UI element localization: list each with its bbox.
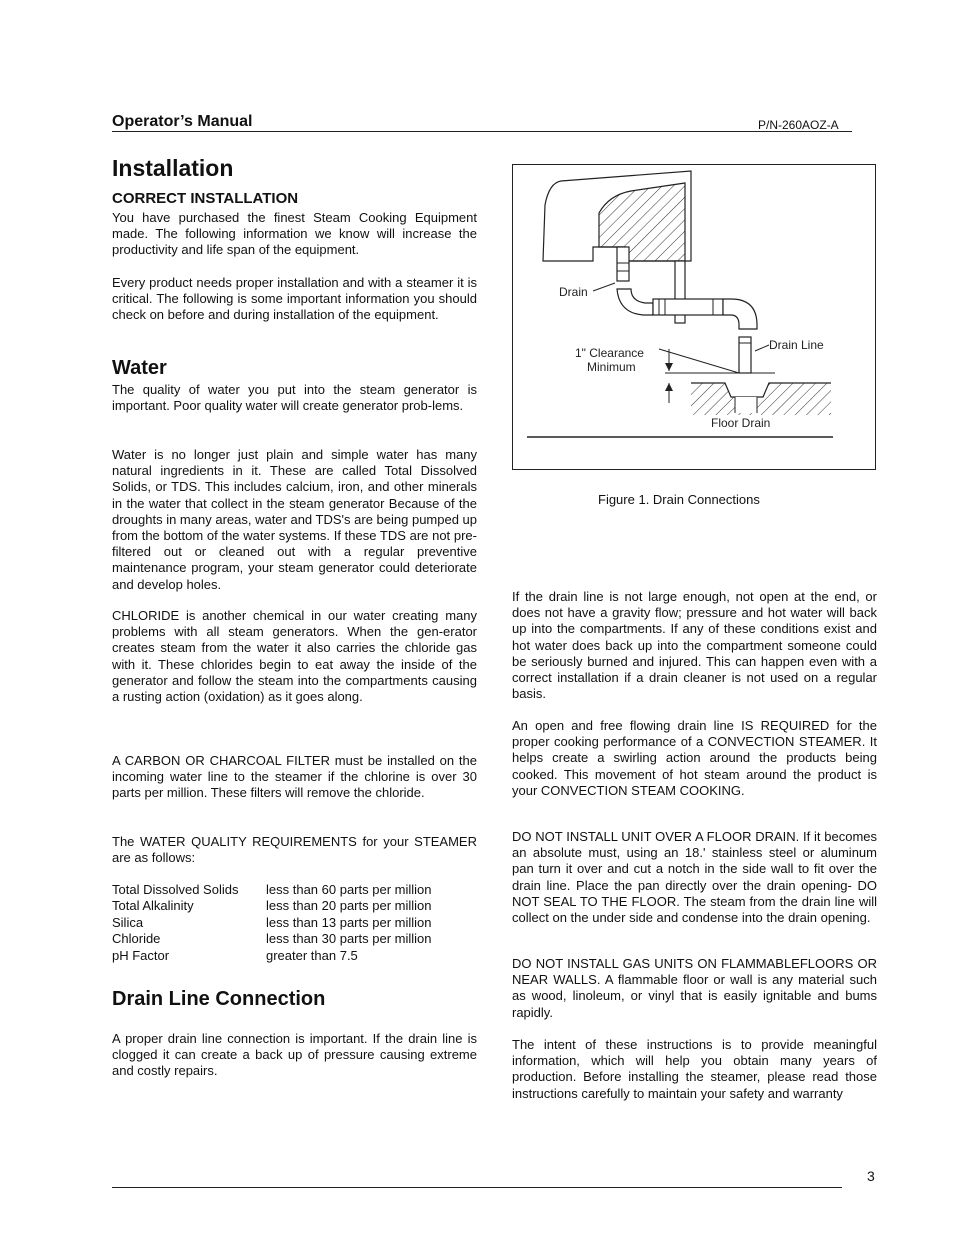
- clearance-minimum-label: Minimum: [587, 360, 636, 374]
- requirement-row: [112, 882, 477, 898]
- floor-drain-label: Floor Drain: [711, 416, 771, 430]
- requirement-name: Chloride: [112, 931, 161, 947]
- requirement-row: [112, 898, 477, 914]
- cabinet-section: [599, 183, 685, 261]
- water-requirements-table: [112, 882, 477, 964]
- drain-elbow: [617, 289, 653, 315]
- page-number: 3: [867, 1168, 875, 1184]
- flammable-floor-paragraph: DO NOT INSTALL GAS UNITS ON FLAMMABLEFLOORS OR NEAR WALLS. A flammable floor or wall is any material such as wood, linoleum, or vinyl that is easily ignitable and bums rapidly.: [512, 956, 877, 1020]
- requirement-row: [112, 931, 477, 947]
- drain-label: Drain: [559, 285, 588, 299]
- requirement-value: less than 30 parts per million: [266, 931, 432, 947]
- requirement-value: greater than 7.5: [266, 947, 358, 963]
- drain-line-pipe: [739, 337, 751, 373]
- requirement-row: [112, 948, 477, 964]
- requirement-name: Silica: [112, 914, 144, 930]
- page-title: Installation: [112, 155, 234, 181]
- installation-paragraph: Every product needs proper installation and with a steamer it is critical. The following is some important information you should check on before and during installation of the equipment.: [112, 275, 477, 323]
- floor-section: [691, 383, 831, 415]
- requirement-name: Total Dissolved Solids: [112, 882, 239, 897]
- header-divider: [112, 131, 852, 132]
- requirement-name: Total Alkalinity: [112, 898, 194, 914]
- water-paragraph-1: The quality of water you put into the steam generator is important. Poor quality water will create generator prob-lems.: [112, 382, 477, 414]
- drain-outlet-pipe: [617, 247, 629, 281]
- requirements-intro: The WATER QUALITY REQUIREMENTS for your STEAMER are as follows:: [112, 834, 477, 866]
- intent-paragraph: The intent of these instructions is to provide meaningful information, which will help you obtain many years of production. Before installing the steamer, please read those instructions carefully to maintain your safety and warranty: [512, 1037, 877, 1101]
- drain-diagram: [513, 165, 875, 469]
- requirement-value: less than 13 parts per million: [266, 914, 432, 930]
- drain-line-label: Drain Line: [769, 338, 824, 352]
- requirement-name: pH Factor: [112, 947, 170, 963]
- floor-drain-paragraph: DO NOT INSTALL UNIT OVER A FLOOR DRAIN. If it becomes an absolute must, using an 18.' stainless steel or aluminum pan turn it over and cut a notch in the side wall to fit over the drain line. Place the pan directly over the drain opening- DO NOT SEAL TO THE FLOOR. The steam from the drain line will collect on the under side and condense into the drain opening.: [512, 829, 877, 926]
- water-heading: Water: [112, 357, 167, 379]
- correct-installation-heading: CORRECT INSTALLATION: [112, 190, 299, 207]
- drain-warning-paragraph: If the drain line is not large enough, not open at the end, or does not have a gravity flow; pressure and hot water will back up into the compartments. If any of these conditions exist and hot water does back up into the compartment someone could be seriously burned and injured. This can happen even with a correct installation if a drain cleaner is not used on a regular basis.: [512, 589, 877, 702]
- drain-line-paragraph: A proper drain line connection is important. If the drain line is clogged it can create a back up of pressure causing extreme and costly repairs.: [112, 1031, 477, 1079]
- drain-required-paragraph: An open and free flowing drain line IS REQUIRED for the proper cooking performance of a CONVECTION STEAMER. It helps create a swirling action around the products being cooked. This movement of hot steam around the product is your CONVECTION STEAM COOKING.: [512, 718, 877, 798]
- intro-paragraph: You have purchased the finest Steam Cooking Equipment made. The following information we know will increase the productivity and life span of the equipment.: [112, 210, 477, 258]
- clearance-label: 1" Clearance: [575, 346, 644, 360]
- part-number: P/N-260AOZ-A: [758, 118, 839, 132]
- water-paragraph-2: Water is no longer just plain and simple water has many natural ingredients in it. These are called Total Dissolved Solids, or TDS. This includes calcium, iron, and other minerals in the water that collect in the steam generator Because of the droughts in many areas, water and TDS's are being pumped up from the bottom of the water systems. If these TDS are not pre-filtered out or cleaned out with a regular preventive maintenance program, your steam generator could deteriorate and develop holes.: [112, 447, 478, 592]
- figure-caption: Figure 1. Drain Connections: [598, 492, 760, 507]
- requirement-row: [112, 915, 477, 931]
- requirement-value: less than 60 parts per million: [266, 882, 432, 897]
- filter-paragraph: A CARBON OR CHARCOAL FILTER must be installed on the incoming water line to the steamer if the chlorine is over 30 parts per million. These filters will remove the chloride.: [112, 753, 477, 801]
- requirement-value: less than 20 parts per million: [266, 898, 432, 914]
- footer-divider: [112, 1187, 842, 1188]
- drain-connections-figure: [512, 164, 876, 470]
- chloride-paragraph: CHLORIDE is another chemical in our water creating many problems with all steam generators. When the gen-erator creates steam from the water it also carries the chloride gas with it. These chlorides begin to eat away the inside of the generator and follow the steam into the compartments causing a rusting action (oxidation) as it goes along.: [112, 608, 477, 705]
- drain-line-heading: Drain Line Connection: [112, 988, 326, 1010]
- manual-title: Operator’s Manual: [112, 113, 253, 130]
- down-elbow: [723, 299, 757, 329]
